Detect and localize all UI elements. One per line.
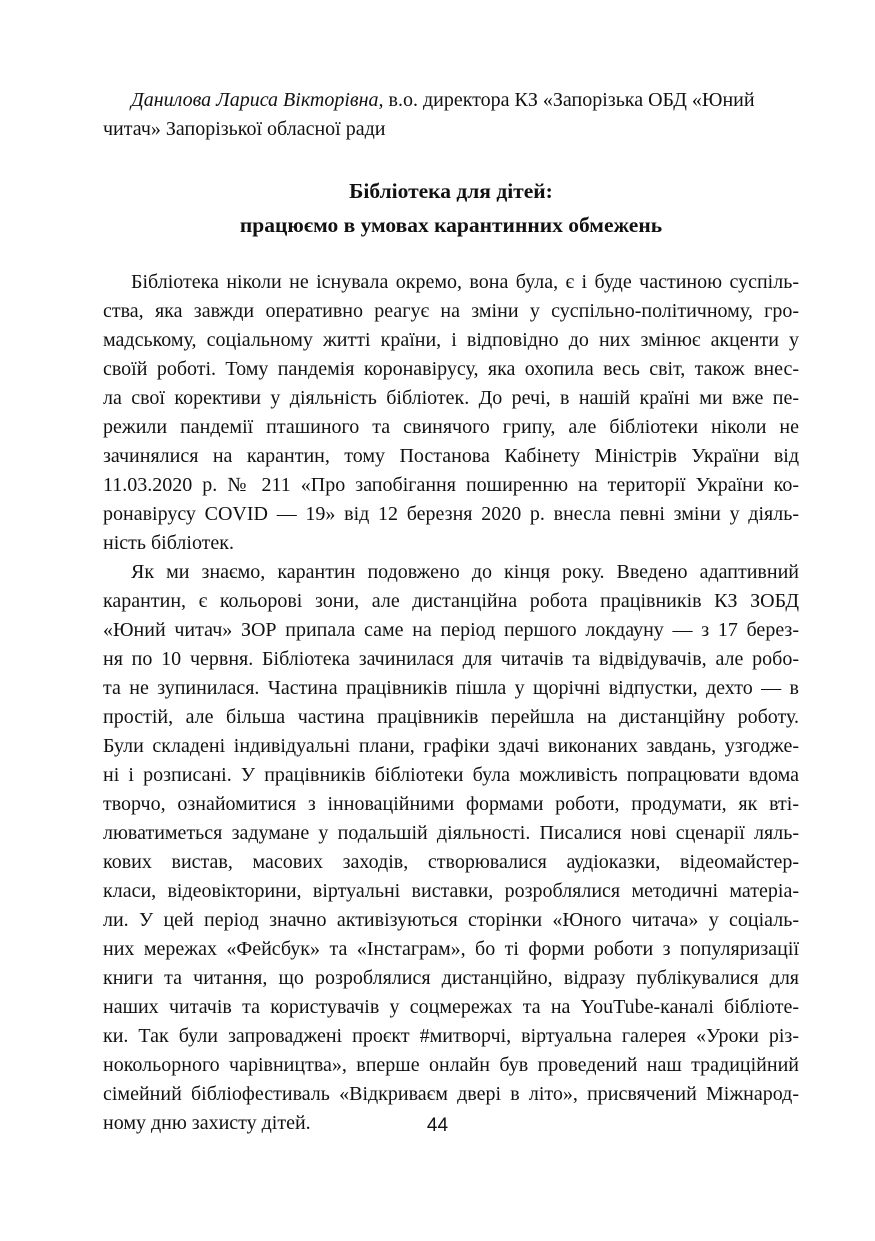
article-title: [103, 174, 799, 242]
author-role-continued: читач» Запорізької обласної ради: [103, 118, 386, 140]
text-line: класи, відеовікторини, віртуальні виставки, розроблялися методичні матеріа-: [103, 880, 799, 902]
text-line: своїй роботі. Тому пандемія коронавірусу, яка охопила весь світ, також внес-: [103, 358, 799, 380]
text-line: Бібліотека ніколи не існувала окремо, вона була, є і буде частиною суспіль-: [131, 271, 799, 293]
text-line: ність бібліотек.: [103, 532, 235, 554]
text-line: ні і розписані. У працівників бібліотеки була можливість попрацювати вдома: [103, 764, 799, 786]
text-line: простій, але більша частина працівників перейшла на дистанційну роботу.: [103, 706, 799, 728]
text-line: Були складені індивідуальні плани, графіки здачі виконаних завдань, узгодже-: [103, 735, 799, 757]
text-line: карантин, є кольорові зони, але дистанційна робота працівників КЗ ЗОБД: [103, 590, 799, 612]
text-line: режили пандемії пташиного та свинячого грипу, але бібліотеки ніколи не: [103, 416, 799, 438]
text-line: них мережах «Фейсбук» та «Інстаграм», бо ті форми роботи з популяризації: [103, 938, 799, 960]
text-line: ронавірусу COVID — 19» від 12 березня 2020 р. внесла певні зміни у діяль-: [103, 503, 799, 525]
author-role: в.о. директора КЗ «Запорізька ОБД «Юний: [383, 89, 755, 111]
text-line: ства, яка завжди оперативно реагує на зміни у суспільно-політичному, гро-: [103, 300, 799, 322]
paragraph: [103, 268, 799, 558]
text-line: сімейний бібліофестиваль «Відкриваєм двері в літо», присвячений Міжнарод-: [103, 1083, 799, 1105]
article-title-line-1: Бібліотека для дітей:: [349, 179, 553, 203]
author-name: Данилова Лариса Вікторівна,: [131, 89, 384, 111]
text-line: «Юний читач» ЗОР припала саме на період першого локдауну — з 17 берез-: [103, 619, 799, 641]
text-line: ному дню захисту дітей.: [103, 1112, 311, 1134]
text-line: ла свої корективи у діяльність бібліотек. До речі, в нашій країні ми вже пе-: [103, 387, 799, 409]
text-line: 11.03.2020 р. № 211 «Про запобігання поширенню на території України ко-: [103, 474, 799, 496]
text-line: творчо, ознайомитися з інноваційними формами роботи, продумати, як вті-: [103, 793, 799, 815]
text-line: люватиметься задумане у подальшій діяльності. Писалися нові сценарії ляль-: [103, 822, 799, 844]
text-line: ня по 10 червня. Бібліотека зачинилася для читачів та відвідувачів, але робо-: [103, 648, 799, 670]
text-line: мадському, соціальному житті країни, і відповідно до них змінює акценти у: [103, 329, 799, 351]
text-line: нокольорного чарівництва», вперше онлайн був проведений наш традиційний: [103, 1054, 799, 1076]
document-page: [103, 86, 799, 1138]
text-line: кових вистав, масових заходів, створювалися аудіоказки, відеомайстер-: [103, 851, 799, 873]
text-line: зачинялися на карантин, тому Постанова Кабінету Міністрів України від: [103, 445, 799, 467]
article-body: [103, 268, 799, 1138]
article-title-line-2: працюємо в умовах карантинних обмежень: [239, 213, 663, 237]
text-line: наших читачів та користувачів у соцмережах та на YouTube-каналі бібліоте-: [103, 996, 799, 1018]
paragraph: [103, 558, 799, 1138]
text-line: ли. У цей період значно активізуються сторінки «Юного читача» у соціаль-: [103, 909, 799, 931]
author-line: [103, 86, 799, 144]
text-line: книги та читання, що розроблялися дистанційно, відразу публікувалися для: [103, 967, 799, 989]
text-line: Як ми знаємо, карантин подовжено до кінця року. Введено адаптивний: [131, 561, 799, 583]
text-line: та не зупинилася. Частина працівників пішла у щорічні відпустки, дехто — в: [103, 677, 799, 699]
text-line: ки. Так були запроваджені проєкт #митворчі, віртуальна галерея «Уроки різ-: [103, 1025, 799, 1047]
page-number: 44: [426, 1115, 449, 1136]
